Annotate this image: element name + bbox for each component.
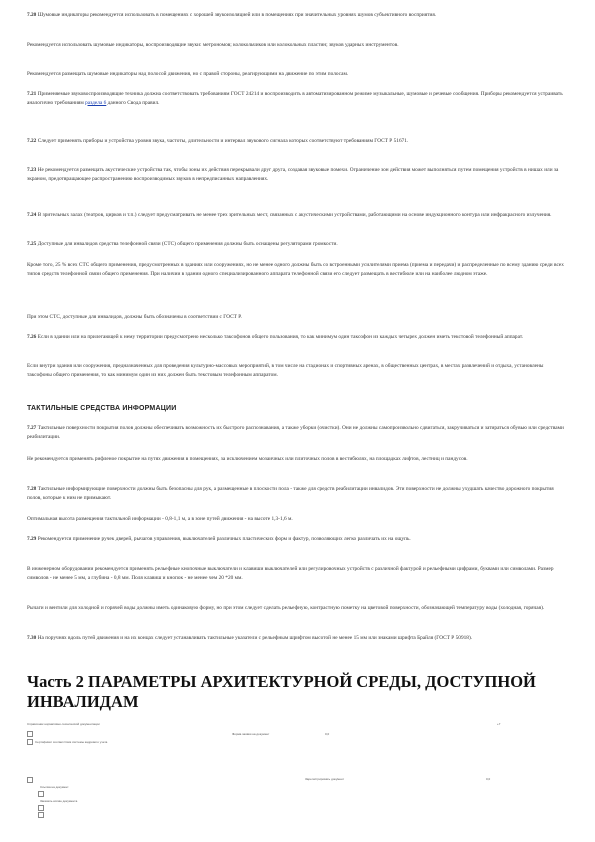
paragraph: 7.26 Если в здании или на прилегающей к нему территории предусмотрено несколько таксофонов общего пользования, то как минимум один таксофон из каждых четырех должен иметь текстовой телефонный аппарат.: [27, 334, 524, 340]
footer-label: Сертификат соответствия системы кадрового учета: [35, 740, 108, 744]
paragraph: При этом СТС, доступные для инвалидов, должны быть обозначены в соответствии с ГОСТ Р.: [27, 314, 242, 320]
paragraph: Рекомендуется использовать шумовые индикаторы, воспроизводящие звуки: метрономов; колокольчиков или колокольных пластин; звуков ударных инструментов.: [27, 42, 399, 48]
footer-caption: Справочник нормативно-технической документации: [27, 722, 100, 726]
section-heading: ТАКТИЛЬНЫЕ СРЕДСТВА ИНФОРМАЦИИ: [27, 405, 177, 412]
paragraph: 7.20 Шумовые индикаторы рекомендуется использовать в помещениях с хорошей звукоизоляцией или в помещениях при значительных уровнях шумов субъективного восприятия.: [27, 12, 437, 18]
footer-value: 0,0: [325, 732, 330, 736]
footer-label: Зарегистрировать документ: [305, 777, 345, 781]
checkbox[interactable]: [27, 739, 33, 745]
part-title: Часть 2 ПАРАМЕТРЫ АРХИТЕКТУРНОЙ СРЕДЫ, ДОСТУПНОЙ ИНВАЛИДАМ: [27, 672, 536, 711]
paragraph: 7.27 Тактильные поверхности покрытия полов должны обеспечивать возможность их быстрого распознавания, а также уборки (очистки). Они не должны самопроизвольно сдвигаться, закручиваться и затираться обувью или средствами реабилитации.: [27, 425, 564, 440]
footer-phone: +7: [497, 722, 501, 726]
paragraph: Оптимальная высота размещения тактильной информации - 0,8-1,1 м, а в зоне путей движения - на высоте 1,3-1,6 м.: [27, 516, 293, 522]
footer-value: 0,0: [486, 777, 491, 781]
paragraph: 7.29 Рекомендуется применение ручек дверей, рычагов управления, выключателей различных пластических форм и фактур, позволяющих легко различать их на ощупь.: [27, 536, 411, 542]
footer-label: Ссылка на документ: [40, 785, 69, 789]
checkbox[interactable]: [27, 777, 33, 783]
checkbox[interactable]: [27, 731, 33, 737]
paragraph: Не рекомендуется применять рифленое покрытие на путях движения в помещениях, за исключением мозаичных или плиточных полов в вестибюлях, на площадках лифтов, лестниц и пандусов.: [27, 456, 468, 462]
footer-label: Заказать копию документа: [40, 799, 78, 803]
paragraph: 7.30 На поручнях вдоль путей движения и на их концах следует устанавливать тактильные указатели с рельефным шрифтом высотой не менее 15 мм или знаками шрифта Брайля (ГОСТ Р 50918).: [27, 635, 473, 641]
paragraph: 7.24 В зрительных залах (театров, цирков и т.п.) следует предусматривать не менее трех зрительных мест, связанных с акустическими устройствами, работающими на основе индукционного контура или инфракрасного излучения.: [27, 212, 552, 218]
paragraph: 7.22 Следует применять приборы и устройства уровня звука, частоты, длительности и интервал звукового сигнала которых соответствуют требованиям ГОСТ Р 51671.: [27, 138, 409, 144]
checkbox[interactable]: [38, 812, 44, 818]
footer-label: Форма заявки на документ: [232, 732, 270, 736]
paragraph: Рекомендуется размещать шумовые индикаторы над полосой движения, но с правой стороны, реагирующими на движение по этим полосам.: [27, 71, 349, 77]
paragraph: Кроме того, 25 % всех СТС общего применения, предусмотренных в зданиях или сооружениях, но не менее одного должны быть со встроенными усилителями приема (приема и передачи) и распределенные по всему зданию среди всех типов средств телефонной связи общего применения. При наличии в здании одного специализированного аппарата телефонной связи его следует размещать в вестибюле или на наиболее людном этаже.: [27, 262, 564, 277]
paragraph: Если внутри здания или сооружения, предназначенных для проведения культурно-массовых мероприятий, в том числе на стадионах и спортивных аренах, в общественных центрах, в местах развлечений и отдыха, установлены таксофоны общего применения, то как минимум один из них должен быть текстовым телефонным аппаратом.: [27, 363, 544, 378]
section-link[interactable]: раздела 6: [85, 99, 107, 106]
checkbox[interactable]: [38, 805, 44, 811]
paragraph: 7.23 Не рекомендуется размещать акустические устройства так, чтобы зоны их действия перекрывали друг друга, создавая звуковые помехи. Ограничение зон действия может выполняться путем помещения устройств в нишах или за экраном, предотвращающее распространению воспроизводимых звуков в непредписанных направлениях.: [27, 167, 559, 182]
paragraph: 7.25 Доступные для инвалидов средства телефонной связи (СТС) общего применения должны быть оснащены регуляторами громкости.: [27, 241, 338, 247]
checkbox[interactable]: [38, 791, 44, 797]
paragraph: 7.21 Применяемые звуковоспроизводящие техника должна соответствовать требованиям ГОСТ 24214 и воспроизводить в автоматизированном режиме музыкальные, шумовые и речевые сообщения. Приборы рекомендуется устраивать аналогично требованиям раздела 6 данного Свода правил.: [27, 91, 563, 106]
paragraph: 7.28 Тактильные информирующие поверхности должны быть безопасны для рук, а размещенные в плоскости пола - также для средств реабилитации инвалидов. Эти поверхности не должны ухудшать качество дорожного покрытия полов, которые к ним не примыкают.: [27, 486, 554, 501]
paragraph: Рычаги и вентили для холодной и горячей воды должны иметь одинаковую форму, но при этом следует сделать рельефную, контрастную пометку на цветовой поверхности, обозначающей температуру воды (холодная, горячая).: [27, 605, 545, 611]
paragraph: В инженерном оборудовании рекомендуется применять рельефные кнопочные выключатели и клавиши выключателей или регулировочных устройств с различной фактурой и рельефными цифрами, буквами или символами. Размер символов - не менее 5 мм, а глубина - 0,8 мм. Поля клавиш и кнопок - не менее чем 20 *20 мм.: [27, 566, 554, 581]
